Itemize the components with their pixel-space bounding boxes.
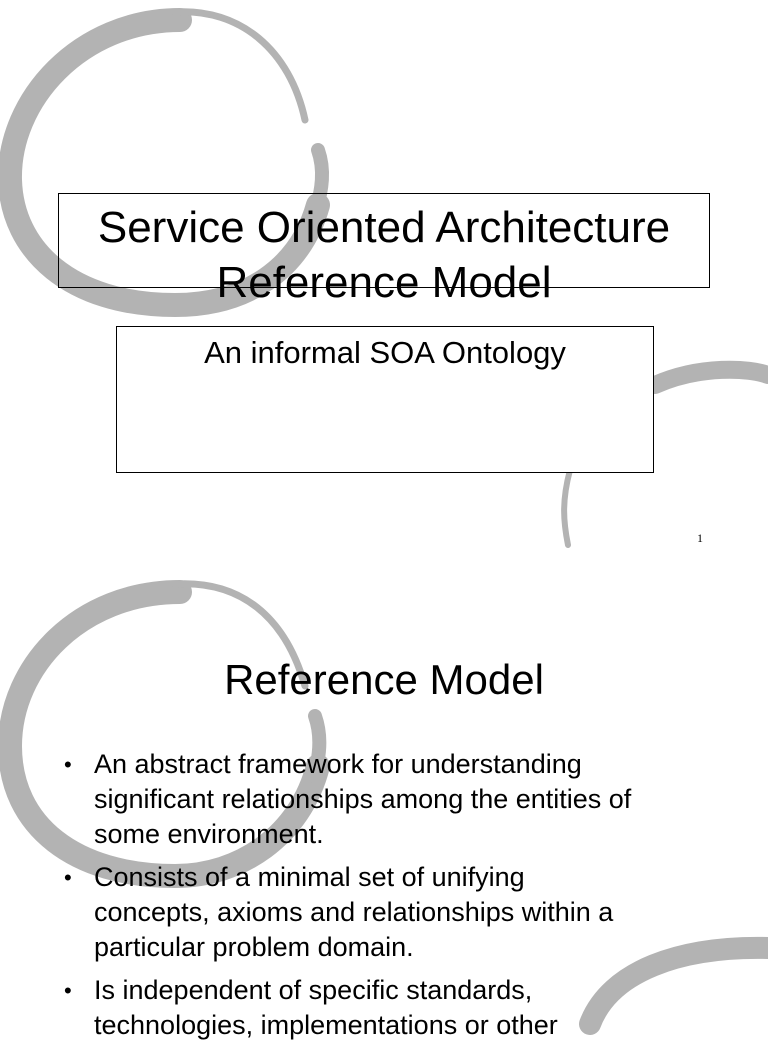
bullet-item	[64, 860, 704, 965]
bullet-text-line: Consists of a minimal set of unifying	[94, 862, 525, 892]
bullet-list	[64, 747, 704, 1051]
slide-title: Reference Model	[224, 656, 544, 703]
slide-2	[0, 576, 768, 1040]
bullet-text-line: concepts, axioms and relationships within a	[94, 897, 614, 927]
bullet-icon: •	[64, 865, 72, 890]
bullet-item	[64, 747, 704, 852]
bullet-item	[64, 973, 704, 1043]
bullet-text-line: An abstract framework for understanding	[94, 749, 582, 779]
bullet-icon: •	[64, 752, 72, 777]
bullet-text-line: some environment.	[94, 819, 324, 849]
bullet-text-line: significant relationships among the entities of	[94, 784, 632, 814]
title-line-2: Reference Model	[216, 258, 552, 307]
bullet-text-line: technologies, implementations or other	[94, 1010, 558, 1040]
presentation-subtitle: An informal SOA Ontology	[204, 335, 566, 370]
bullet-text-line: particular problem domain.	[94, 932, 414, 962]
page-number: 1	[697, 531, 703, 545]
bullet-icon: •	[64, 978, 72, 1003]
presentation-title	[58, 200, 710, 310]
bullet-text-line: Is independent of specific standards,	[94, 975, 533, 1005]
title-line-1: Service Oriented Architecture	[97, 203, 671, 252]
